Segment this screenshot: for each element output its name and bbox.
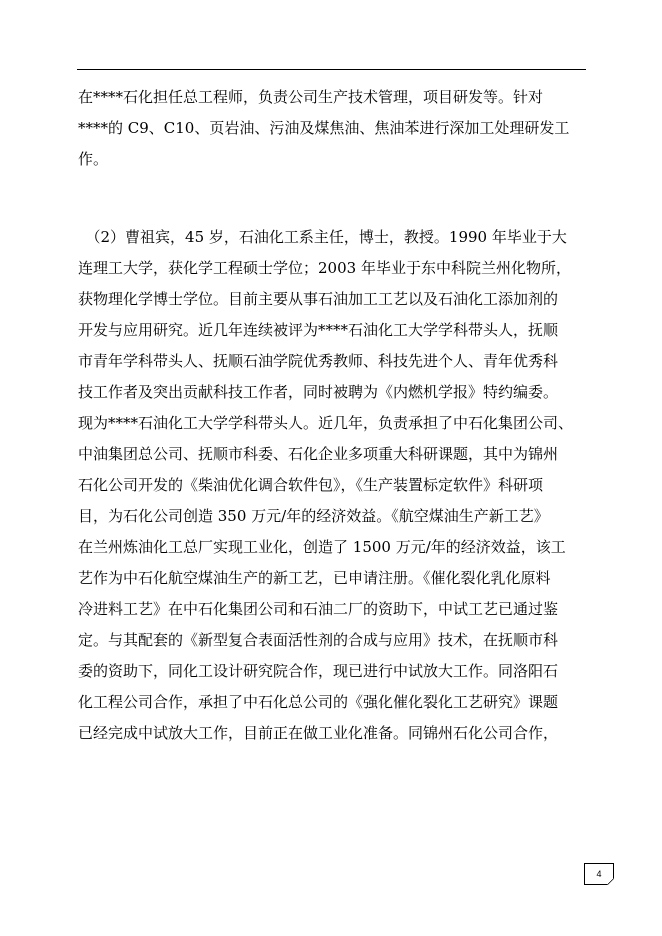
text-line: 已经完成中试放大工作，目前正在做工业化准备。同锦州石化公司合作， bbox=[78, 724, 559, 742]
text-line: 在****石化担任总工程师，负责公司生产技术管理，项目研发等。针对 bbox=[78, 88, 544, 106]
text-line: 艺作为中石化航空煤油生产的新工艺，已申请注册。《催化裂化乳化原料 bbox=[78, 569, 551, 587]
text-line: 目，为石化公司创造 350 万元/年的经济效益。《航空煤油生产新工艺》 bbox=[78, 507, 549, 525]
text-line: 中油集团总公司、抚顺市科委、石化企业多项重大科研课题，其中为锦州 bbox=[78, 445, 559, 463]
page-number: 4 bbox=[584, 863, 614, 885]
paragraph-2 bbox=[78, 222, 590, 749]
text-line: 获物理化学博士学位。目前主要从事石油加工工艺以及石油化工添加剂的 bbox=[78, 290, 559, 308]
text-line: 现为****石油化工大学学科带头人。近几年，负责承担了中石化集团公司、 bbox=[78, 414, 574, 432]
header-rule bbox=[77, 69, 586, 70]
text-line: 定。与其配套的《新型复合表面活性剂的合成与应用》技术，在抚顺市科 bbox=[78, 631, 559, 649]
text-line: 技工作者及突出贡献科技工作者，同时被聘为《内燃机学报》特约编委。 bbox=[78, 383, 559, 401]
text-line: （2）曹祖宾，45 岁，石油化工系主任，博士，教授。1990 年毕业于大 bbox=[78, 228, 567, 246]
text-line: 开发与应用研究。近几年连续被评为****石油化工大学学科带头人，抚顺 bbox=[78, 321, 559, 339]
text-line: 石化公司开发的《柴油优化调合软件包》，《生产装置标定软件》科研项 bbox=[78, 476, 544, 494]
text-line: ****的 C9、C10、页岩油、污油及煤焦油、焦油苯进行深加工处理研发工 bbox=[78, 119, 570, 137]
text-line: 作。 bbox=[78, 150, 109, 168]
text-line: 市青年学科带头人、抚顺石油学院优秀教师、科技先进个人、青年优秀科 bbox=[78, 352, 559, 370]
paragraph-1 bbox=[78, 82, 590, 175]
text-line: 冷进料工艺》在中石化集团公司和石油二厂的资助下，中试工艺已通过鉴 bbox=[78, 600, 559, 618]
text-line: 连理工大学，获化学工程硕士学位；2003 年毕业于东中科院兰州化物所， bbox=[78, 259, 571, 277]
text-line: 化工程公司合作，承担了中石化总公司的《强化催化裂化工艺研究》课题 bbox=[78, 693, 559, 711]
text-line: 在兰州炼油化工总厂实现工业化，创造了 1500 万元/年的经济效益，该工 bbox=[78, 538, 566, 556]
text-line: 委的资助下，同化工设计研究院合作，现已进行中试放大工作。同洛阳石 bbox=[78, 662, 559, 680]
